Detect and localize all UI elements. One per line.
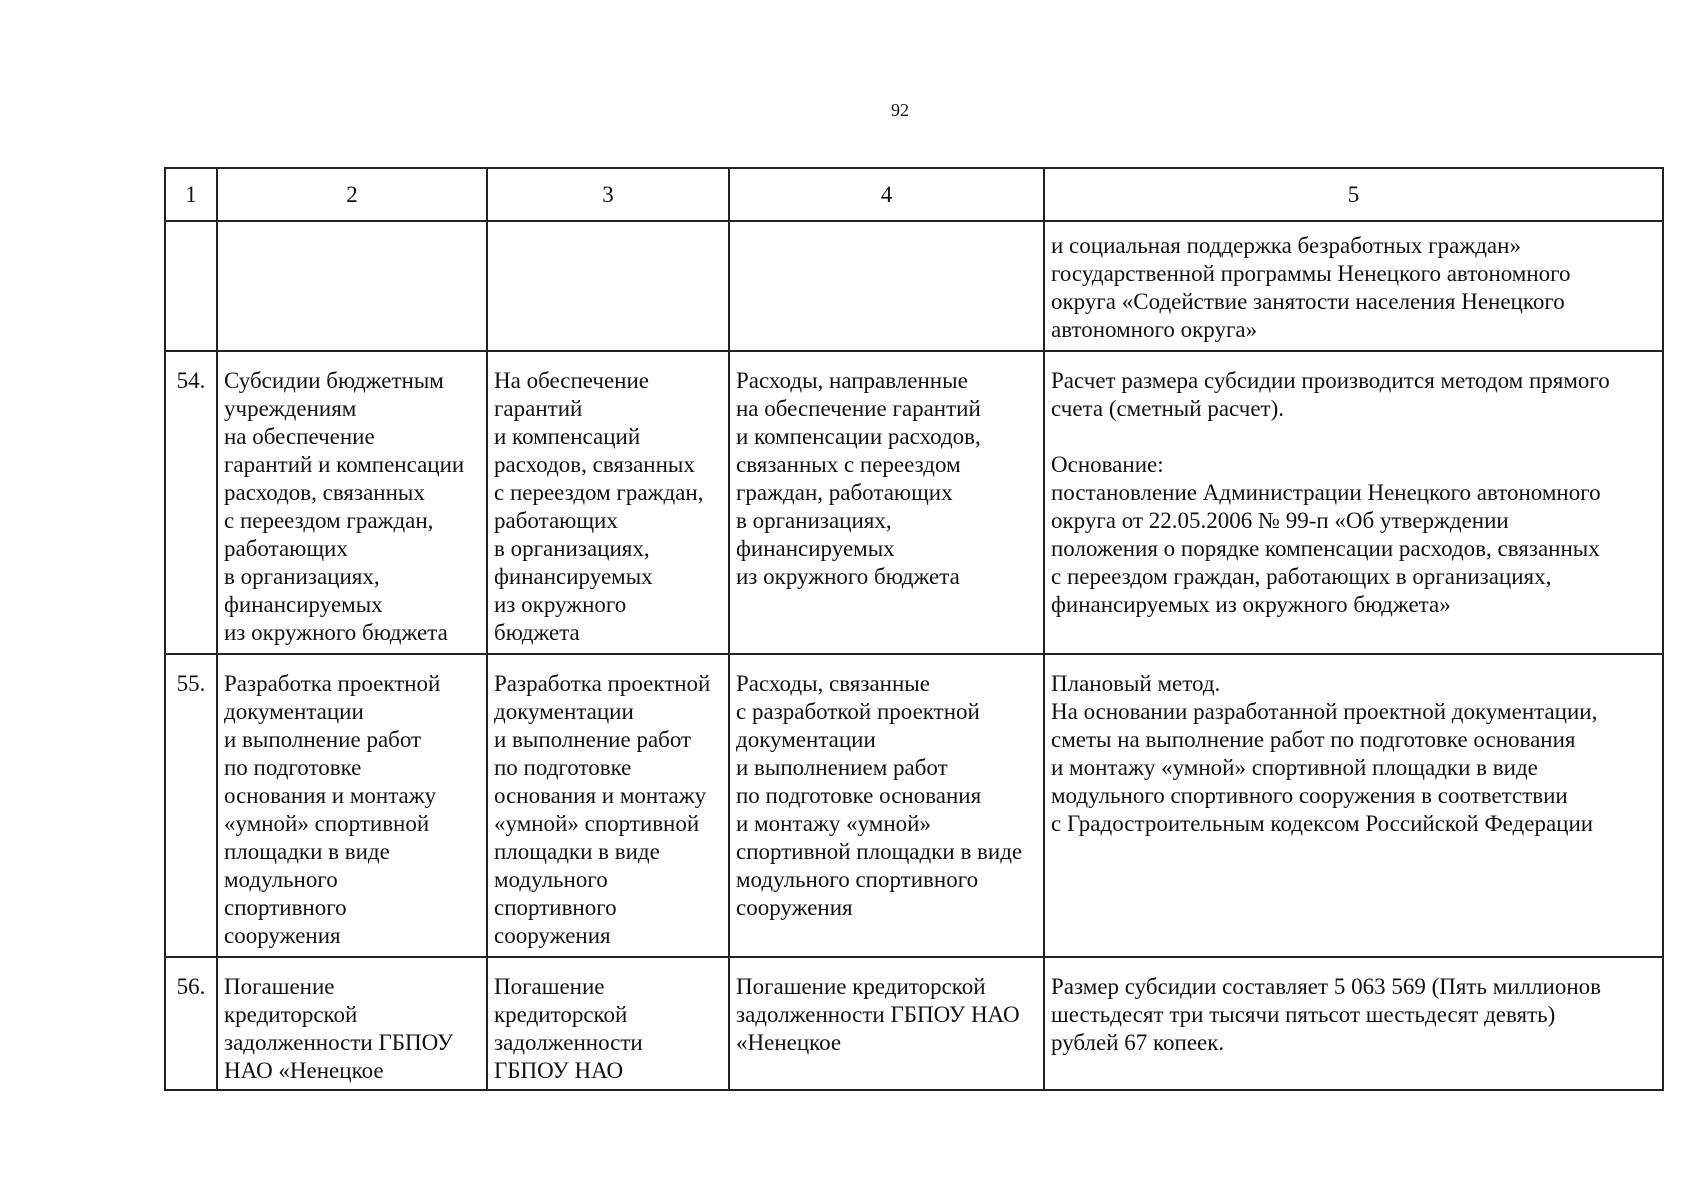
calculation-basis-cell: Расчет размера субсидии производится методом прямого счета (сметный расчет). Основание: постановление Администрации Ненецкого автономного округа от 22.05.2006 № 99-п «Об утверждении положения о порядке компенсации расходов, связанных с переездом граждан, работающих в организациях, финансируемых из окружного бюджета» — [1044, 351, 1663, 654]
subsidy-name-cell: Погашение кредиторской задолженности ГБПОУ НАО «Ненецкое — [217, 957, 487, 1090]
subsidy-table — [164, 167, 1664, 1091]
calculation-basis-cell: Плановый метод. На основании разработанной проектной документации, сметы на выполнение работ по подготовке основания и монтажу «умной» спортивной площадки в виде модульного спортивного сооружения в соответствии с Градостроительным кодексом Российской Федерации — [1044, 654, 1663, 957]
subsidy-name-cell: Разработка проектной документации и выполнение работ по подготовке основания и монтажу «умной» спортивной площадки в виде модульного спортивного сооружения — [217, 654, 487, 957]
table-row — [165, 957, 1663, 1090]
row-number: 56. — [165, 957, 217, 1090]
subsidy-name-cell: Субсидии бюджетным учреждениям на обеспечение гарантий и компенсации расходов, связанных с переездом граждан, работающих в организациях, финансируемых из окружного бюджета — [217, 351, 487, 654]
row-number — [165, 221, 217, 351]
page-number: 92 — [891, 100, 909, 120]
expense-description-cell — [729, 221, 1044, 351]
purpose-cell: Разработка проектной документации и выполнение работ по подготовке основания и монтажу «умной» спортивной площадки в виде модульного спортивного сооружения — [487, 654, 729, 957]
expense-description-cell: Расходы, направленные на обеспечение гарантий и компенсации расходов, связанных с переездом граждан, работающих в организациях, финансируемых из окружного бюджета — [729, 351, 1044, 654]
row-number: 54. — [165, 351, 217, 654]
expense-description-cell: Расходы, связанные с разработкой проектной документации и выполнением работ по подготовке основания и монтажу «умной» спортивной площадки в виде модульного спортивного сооружения — [729, 654, 1044, 957]
subsidy-name-cell — [217, 221, 487, 351]
expense-description-cell: Погашение кредиторской задолженности ГБПОУ НАО «Ненецкое — [729, 957, 1044, 1090]
purpose-cell: На обеспечение гарантий и компенсаций расходов, связанных с переездом граждан, работающих в организациях, финансируемых из окружного бюджета — [487, 351, 729, 654]
column-header: 5 — [1044, 168, 1663, 221]
column-header: 2 — [217, 168, 487, 221]
column-header: 3 — [487, 168, 729, 221]
column-header: 1 — [165, 168, 217, 221]
table-row — [165, 351, 1663, 654]
calculation-basis-cell: Размер субсидии составляет 5 063 569 (Пять миллионов шестьдесят три тысячи пятьсот шестьдесят девять) рублей 67 копеек. — [1044, 957, 1663, 1090]
column-header: 4 — [729, 168, 1044, 221]
calculation-basis-cell: и социальная поддержка безработных граждан» государственной программы Ненецкого автономного округа «Содействие занятости населения Ненецкого автономного округа» — [1044, 221, 1663, 351]
purpose-cell: Погашение кредиторской задолженности ГБПОУ НАО — [487, 957, 729, 1090]
table-row — [165, 654, 1663, 957]
row-number: 55. — [165, 654, 217, 957]
table-row-continuation — [165, 221, 1663, 351]
purpose-cell — [487, 221, 729, 351]
table-header-row — [165, 168, 1663, 221]
